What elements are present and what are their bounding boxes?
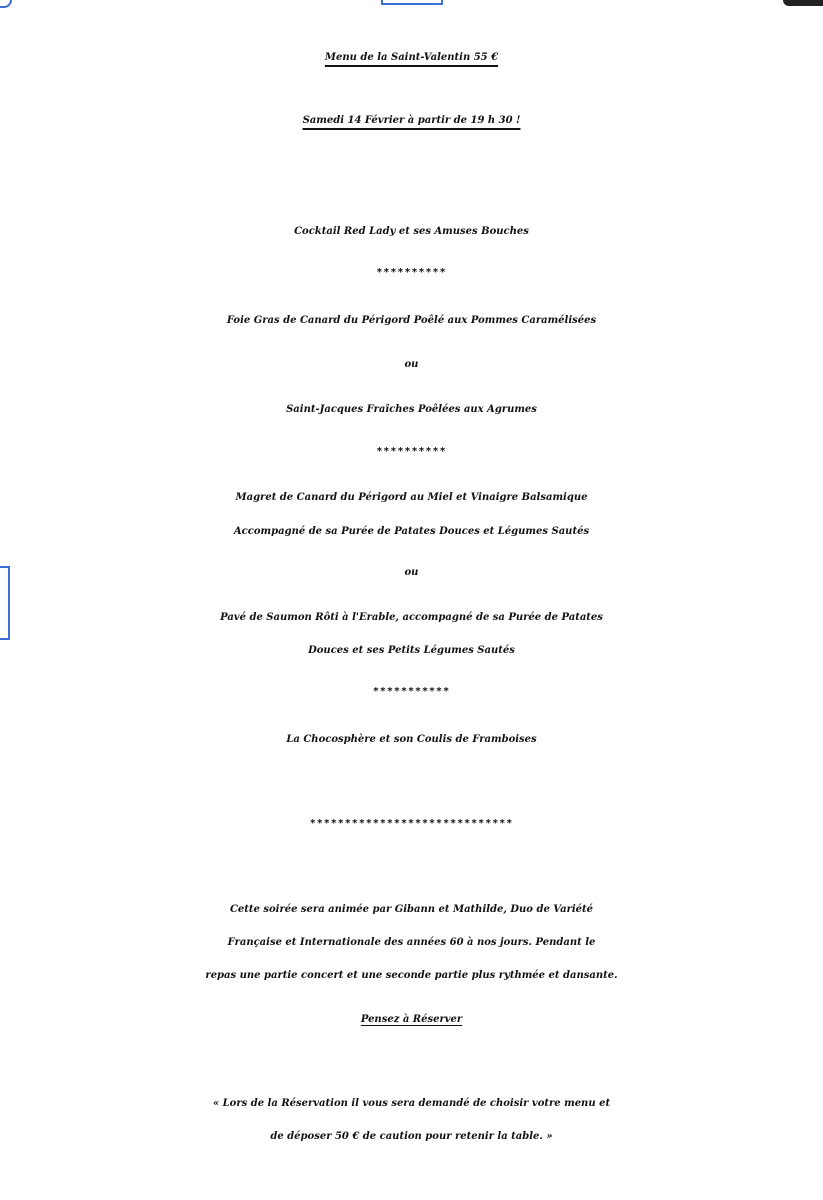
aperitif: Cocktail Red Lady et ses Amuses Bouches <box>294 226 529 237</box>
starter-option-2: Saint-Jacques Fraîches Poêlées aux Agrumes <box>286 404 537 415</box>
photo-edge-right <box>783 0 823 6</box>
separator: ***************************** <box>309 818 514 829</box>
or-divider: ou <box>404 567 419 578</box>
separator: ********** <box>376 267 447 278</box>
separator: ********** <box>376 446 447 457</box>
entertainment-info-line-1: Cette soirée sera animée par Gibann et Mathilde, Duo de Variété <box>229 904 594 915</box>
separator: *********** <box>372 686 451 697</box>
reserve-reminder: Pensez à Réserver <box>360 1014 463 1025</box>
reservation-note-line-2: de déposer 50 € de caution pour retenir la table. » <box>270 1131 553 1142</box>
main-option-2-line-1: Pavé de Saumon Rôti à l'Erable, accompagné de sa Purée de Patates <box>220 612 603 623</box>
or-divider: ou <box>404 359 419 370</box>
main-option-1-line-2: Accompagné de sa Purée de Patates Douces et Légumes Sautés <box>233 526 590 537</box>
photo-edge-left <box>0 0 12 8</box>
entertainment-info-line-2: Française et Internationale des années 60 à nos jours. Pendant le <box>227 937 596 948</box>
starter-option-1: Foie Gras de Canard du Périgord Poêlé aux Pommes Caramélisées <box>226 315 597 326</box>
photo-edge-tab-top <box>381 0 443 5</box>
reservation-note-line-1: « Lors de la Réservation il vous sera demandé de choisir votre menu et <box>212 1098 611 1109</box>
entertainment-info-line-3: repas une partie concert et une seconde partie plus rythmée et dansante. <box>205 970 618 981</box>
dessert: La Chocosphère et son Coulis de Framboises <box>286 734 537 745</box>
main-option-2-line-2: Douces et ses Petits Légumes Sautés <box>308 645 515 656</box>
main-option-1-line-1: Magret de Canard du Périgord au Miel et Vinaigre Balsamique <box>235 492 588 503</box>
event-date: Samedi 14 Février à partir de 19 h 30 ! <box>302 115 521 126</box>
menu-title: Menu de la Saint-Valentin 55 € <box>324 52 499 63</box>
